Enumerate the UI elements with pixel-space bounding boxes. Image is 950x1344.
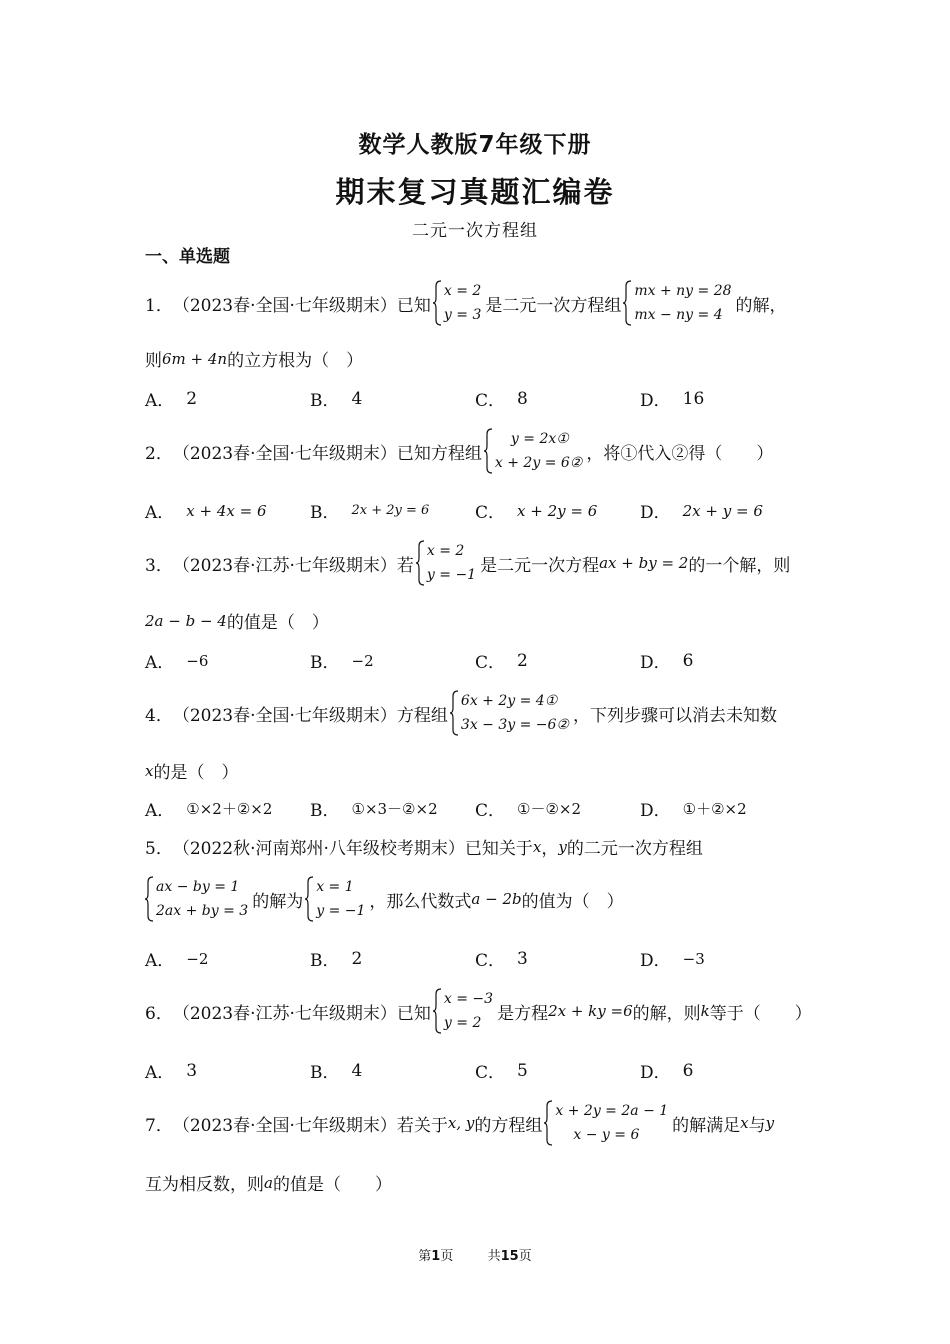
- question-number: 4．: [145, 705, 173, 726]
- left-brace-icon: [623, 280, 632, 326]
- option-text: 5: [517, 1060, 528, 1081]
- footer-text: 页: [440, 1249, 454, 1264]
- page-footer: [0, 1245, 950, 1264]
- option-d[interactable]: [640, 1058, 693, 1083]
- left-brace-icon: [305, 876, 314, 922]
- equation-row: 3x − 3y = −6②: [460, 717, 569, 733]
- math-expression: x: [145, 761, 154, 780]
- question-text: 方程组: [396, 705, 448, 726]
- option-label: A．: [145, 653, 175, 673]
- option-text: 2x + y = 6: [682, 501, 763, 520]
- question-source: （2023春·全国·七年级期末）: [172, 443, 397, 464]
- question-text: 的是（ ）: [153, 763, 239, 783]
- option-label: D．: [640, 653, 671, 673]
- option-a[interactable]: [145, 946, 208, 971]
- question-text: 的值是（ ）: [226, 613, 329, 633]
- equation-system: [433, 280, 483, 326]
- equation-row: ax − by = 1: [156, 879, 240, 895]
- option-label: B．: [310, 503, 340, 523]
- question-text: 是二元一次方程组: [485, 295, 622, 316]
- option-text: 6: [682, 1060, 694, 1081]
- total-pages: 15: [500, 1249, 519, 1264]
- option-a[interactable]: [145, 1058, 197, 1083]
- option-text: −6: [186, 651, 209, 670]
- option-text: ①＋②×2: [682, 800, 747, 818]
- option-label: D．: [640, 951, 671, 971]
- question-source: （2023春·全国·七年级期末）: [172, 295, 397, 316]
- question-text: 若关于: [396, 1115, 448, 1136]
- option-label: A．: [145, 503, 175, 523]
- left-brace-icon: [433, 280, 442, 326]
- question-text: 已知: [396, 295, 431, 316]
- option-text: 6: [682, 650, 694, 671]
- option-text: ①－②×2: [517, 800, 582, 818]
- equation-system: [450, 690, 571, 736]
- option-d[interactable]: [640, 498, 763, 523]
- question-text: 的解，: [735, 295, 787, 316]
- option-text: 2: [351, 948, 363, 969]
- left-brace-icon: [416, 540, 425, 586]
- footer-text: 第: [418, 1249, 432, 1264]
- question-source: （2023春·江苏·七年级期末）: [172, 1003, 397, 1024]
- topic-title: 二元一次方程组: [412, 221, 538, 241]
- option-c[interactable]: [475, 796, 581, 821]
- equation-system: [305, 876, 367, 922]
- option-a[interactable]: [145, 498, 267, 523]
- option-label: C．: [475, 801, 506, 821]
- option-label: C．: [475, 503, 506, 523]
- option-text: x + 4x = 6: [186, 501, 267, 520]
- question-1: [145, 280, 787, 326]
- equation-system: [484, 428, 584, 474]
- option-text: x + 2y = 6: [517, 501, 598, 520]
- question-number: 2．: [145, 443, 173, 464]
- math-variable: k: [700, 1002, 710, 1020]
- left-brace-icon: [544, 1100, 553, 1146]
- question-text: 的解满足: [672, 1115, 741, 1136]
- question-number: 3．: [145, 555, 173, 576]
- question-text: 等于（ ）: [709, 1003, 812, 1024]
- page-number: 1: [431, 1249, 441, 1264]
- question-text: 的解，则: [632, 1003, 701, 1024]
- option-label: B．: [310, 1063, 340, 1083]
- option-label: D．: [640, 1063, 671, 1083]
- option-d[interactable]: [640, 386, 704, 411]
- option-text: 16: [682, 388, 705, 409]
- math-variable: y: [558, 837, 567, 856]
- question-text: 的二元一次方程组: [566, 839, 703, 859]
- question-number: 1．: [145, 295, 173, 316]
- math-expression: 6m + 4n: [162, 349, 228, 368]
- option-text: 4: [351, 1060, 363, 1081]
- equation-row: 2ax + by = 3: [156, 903, 249, 919]
- left-brace-icon: [484, 428, 493, 474]
- question-source: （2023春·江苏·七年级期末）: [172, 555, 397, 576]
- page-subtitle: 期末复习真题汇编卷: [335, 175, 615, 209]
- question-text: 的值为（ ）: [521, 891, 624, 912]
- section-heading: 一、单选题: [145, 247, 230, 267]
- option-label: C．: [475, 951, 506, 971]
- equation-system: [623, 280, 733, 326]
- question-text: 已知: [396, 1003, 431, 1024]
- math-variable: a: [264, 1173, 273, 1192]
- option-label: D．: [640, 503, 671, 523]
- equation-row: y = 3: [443, 307, 482, 323]
- option-label: B．: [310, 391, 340, 411]
- question-4: [145, 690, 777, 736]
- question-text: 的解为: [252, 891, 304, 912]
- equation-row: x + 2y = 6②: [494, 455, 583, 471]
- option-label: A．: [145, 391, 175, 411]
- question-5-line-2: [145, 876, 624, 922]
- option-d[interactable]: [640, 946, 705, 971]
- equation-row: x − y = 6: [573, 1127, 640, 1143]
- question-text: 的一个解，则: [688, 555, 791, 576]
- question-number: 6．: [145, 1003, 173, 1024]
- option-label: B．: [310, 653, 340, 673]
- math-expression: 2a − b − 4: [145, 611, 227, 630]
- footer-text: 页: [518, 1249, 532, 1264]
- option-label: C．: [475, 653, 506, 673]
- option-c[interactable]: [475, 648, 528, 673]
- question-text: 是方程: [497, 1003, 549, 1024]
- option-b[interactable]: [310, 946, 362, 971]
- option-a[interactable]: [145, 796, 272, 821]
- page-title: 数学人教版7年级下册: [358, 132, 592, 158]
- question-text: 的值是（ ）: [272, 1175, 392, 1195]
- equation-row: x + 2y = 2a − 1: [555, 1103, 669, 1119]
- equation-row: x = 2: [426, 543, 465, 559]
- option-text: 3: [186, 1060, 198, 1081]
- question-number: 7．: [145, 1115, 173, 1136]
- option-d[interactable]: [640, 648, 693, 673]
- option-label: D．: [640, 801, 671, 821]
- question-text: 已知方程组: [396, 443, 482, 464]
- question-source: （2023春·全国·七年级期末）: [172, 1115, 397, 1136]
- question-text: ，将①代入②得（ ）: [586, 443, 774, 464]
- option-label: D．: [640, 391, 671, 411]
- question-number: 5．: [145, 839, 173, 859]
- option-d[interactable]: [640, 796, 747, 821]
- question-1-line-2: [145, 346, 363, 371]
- question-3: [145, 540, 790, 586]
- question-text: ，下列步骤可以消去未知数: [572, 705, 777, 726]
- option-c[interactable]: [475, 946, 528, 971]
- option-text: 4: [351, 388, 363, 409]
- math-variable: y: [765, 1114, 775, 1132]
- question-text: ，: [541, 839, 559, 859]
- option-b[interactable]: [310, 386, 362, 411]
- question-text: 与: [748, 1115, 766, 1136]
- equation-system: [145, 876, 250, 922]
- option-text: −3: [682, 949, 705, 968]
- math-expression: 2x + ky =6: [548, 1002, 633, 1020]
- option-c[interactable]: [475, 1058, 528, 1083]
- question-text: 若: [396, 555, 414, 576]
- math-expression: ax + by = 2: [599, 554, 689, 572]
- question-6: [145, 988, 812, 1034]
- equation-system: [433, 988, 495, 1034]
- left-brace-icon: [145, 876, 154, 922]
- question-source: （2023春·全国·七年级期末）: [172, 705, 397, 726]
- math-variable: x, y: [447, 1114, 475, 1132]
- question-text: 则: [145, 351, 162, 371]
- equation-row: y = 2x①: [510, 431, 569, 447]
- equation-row: y = −1: [426, 567, 477, 583]
- option-label: B．: [310, 951, 340, 971]
- question-3-line-2: [145, 608, 329, 633]
- left-brace-icon: [433, 988, 442, 1034]
- equation-row: mx − ny = 4: [634, 307, 723, 323]
- option-label: A．: [145, 801, 175, 821]
- option-text: ①×3－②×2: [351, 800, 438, 818]
- question-text: 已知关于: [464, 839, 533, 859]
- option-label: A．: [145, 951, 175, 971]
- option-text: 2: [186, 388, 198, 409]
- option-a[interactable]: [145, 648, 208, 673]
- equation-row: x = 2: [443, 283, 482, 299]
- option-text: ①×2＋②×2: [186, 800, 273, 818]
- footer-text: 共: [487, 1249, 501, 1264]
- equation-row: y = 2: [443, 1015, 482, 1031]
- question-text: 的立方根为（ ）: [227, 351, 364, 371]
- question-text: 是二元一次方程: [480, 555, 600, 576]
- option-text: 8: [517, 388, 528, 409]
- equation-row: x = 1: [316, 879, 354, 895]
- question-text: 互为相反数，则: [145, 1175, 264, 1195]
- equation-row: 6x + 2y = 4①: [460, 693, 558, 709]
- option-text: 3: [517, 948, 528, 969]
- math-variable: x: [532, 837, 542, 856]
- option-text: 2: [517, 650, 528, 671]
- equation-row: x = −3: [443, 991, 494, 1007]
- question-text: 的方程组: [474, 1115, 543, 1136]
- option-c[interactable]: [475, 498, 597, 523]
- question-source: （2022秋·河南郑州·八年级校考期末）: [172, 839, 465, 859]
- option-b[interactable]: [310, 498, 429, 523]
- equation-system: [544, 1100, 670, 1146]
- option-a[interactable]: [145, 386, 197, 411]
- option-text: 2x + 2y = 6: [351, 503, 430, 518]
- math-expression: a − 2b: [471, 890, 522, 908]
- option-label: C．: [475, 1063, 506, 1083]
- option-text: −2: [186, 949, 209, 968]
- question-7: [145, 1100, 774, 1146]
- option-label: C．: [475, 391, 506, 411]
- equation-system: [416, 540, 478, 586]
- option-label: B．: [310, 801, 340, 821]
- option-text: −2: [351, 651, 374, 670]
- option-b[interactable]: [310, 1058, 362, 1083]
- option-c[interactable]: [475, 386, 528, 411]
- equation-row: y = −1: [316, 903, 366, 919]
- option-b[interactable]: [310, 648, 374, 673]
- question-text: ，那么代数式: [369, 891, 472, 912]
- question-4-line-2: [145, 758, 238, 783]
- option-label: A．: [145, 1063, 175, 1083]
- option-b[interactable]: [310, 796, 438, 821]
- equation-row: mx + ny = 28: [634, 283, 732, 299]
- math-variable: x: [740, 1114, 749, 1132]
- question-7-line-2: [145, 1170, 392, 1195]
- left-brace-icon: [450, 690, 459, 736]
- question-2: [145, 428, 773, 474]
- question-5: [145, 834, 703, 859]
